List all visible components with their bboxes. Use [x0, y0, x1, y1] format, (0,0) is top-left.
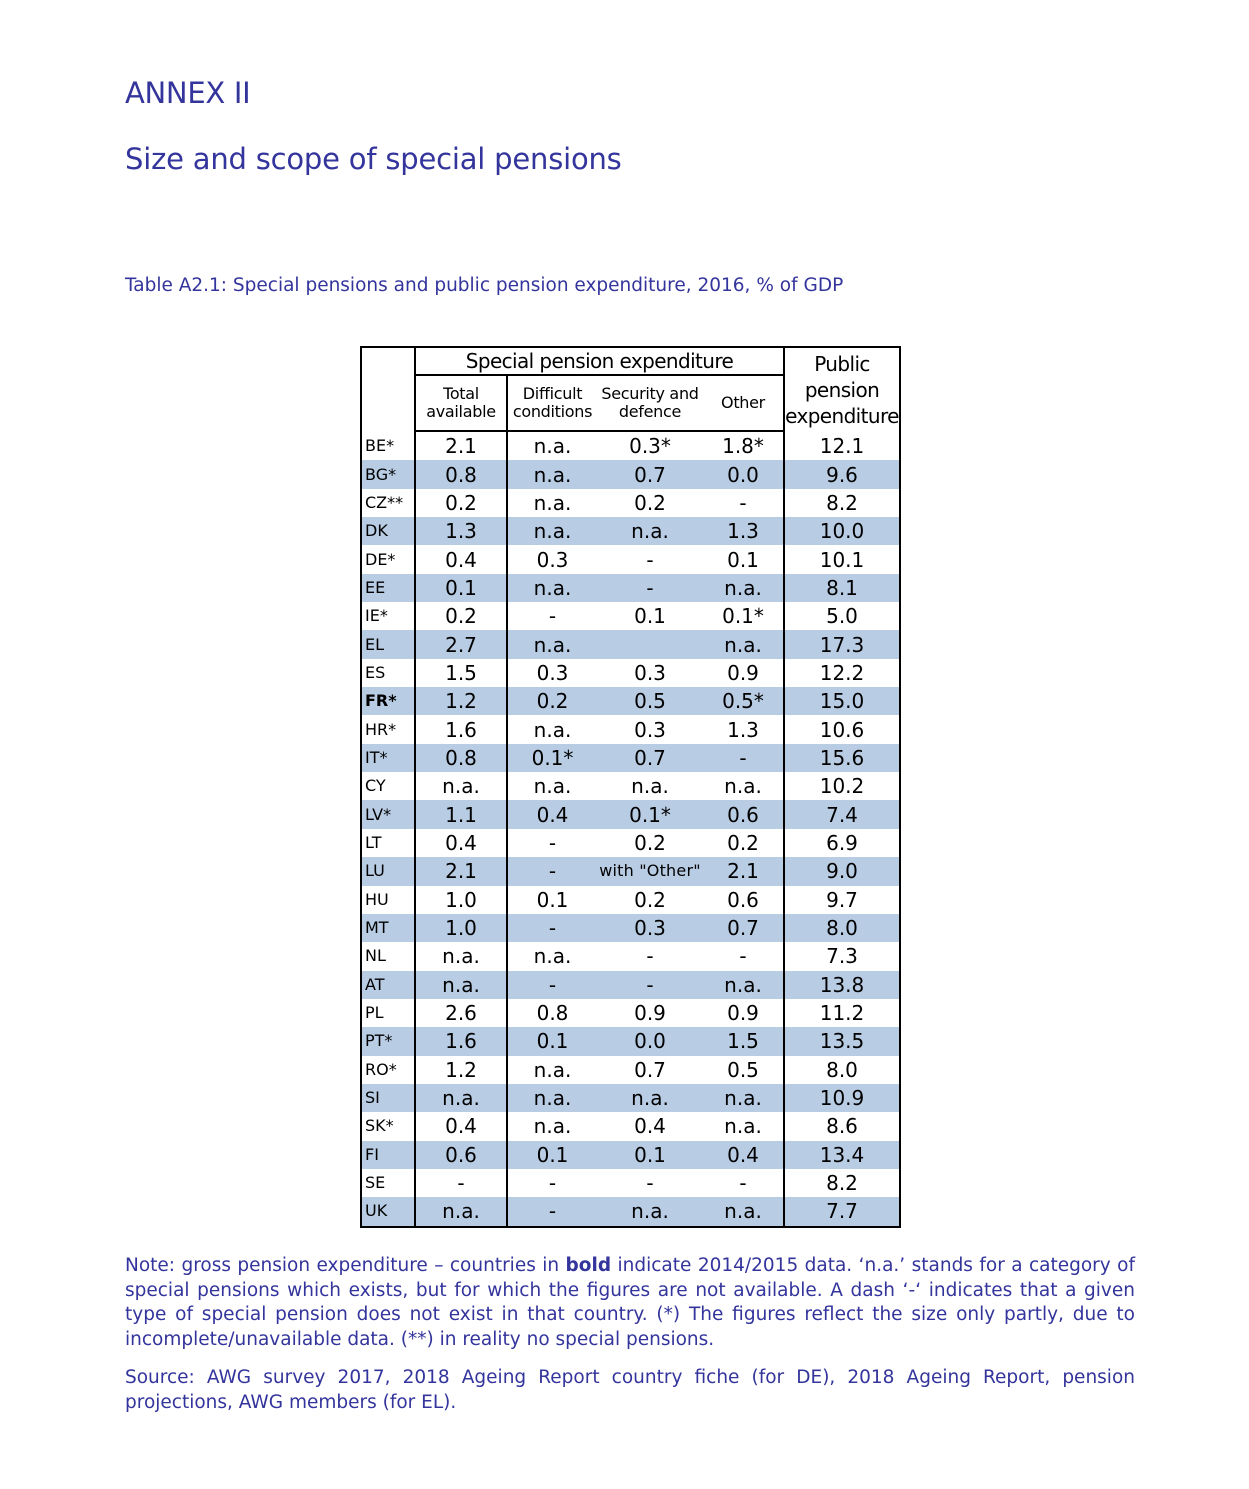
cell-other: 1.3 — [703, 517, 784, 545]
cell-security: 0.0 — [597, 1027, 703, 1055]
table-row — [361, 630, 900, 658]
cell-total: 0.4 — [415, 545, 507, 573]
cell-other: n.a. — [703, 1084, 784, 1112]
cell-security: with "Other" — [597, 857, 703, 885]
table-row — [361, 1056, 900, 1084]
table-note — [125, 1254, 1135, 1353]
table-body — [361, 431, 900, 1227]
cell-total: 2.1 — [415, 431, 507, 460]
table-row — [361, 914, 900, 942]
cell-country: SI — [361, 1084, 415, 1112]
cell-country: IT* — [361, 744, 415, 772]
cell-public: 8.0 — [784, 914, 900, 942]
cell-difficult: - — [548, 604, 557, 629]
cell-public: 8.2 — [784, 489, 900, 517]
cell-total: 0.8 — [415, 460, 507, 488]
cell-difficult: n.a. — [507, 460, 597, 488]
cell-other: 0.1* — [703, 602, 784, 630]
special-pensions-table — [360, 346, 901, 1228]
cell-other: - — [703, 942, 784, 970]
cell-total: 1.0 — [415, 914, 507, 942]
cell-country: IE* — [361, 602, 415, 630]
cell-difficult: 0.1* — [507, 744, 597, 772]
security-header-line1: Security and — [601, 384, 699, 404]
cell-total: 1.1 — [415, 800, 507, 828]
table-row — [361, 1141, 900, 1169]
cell-other: 0.0 — [703, 460, 784, 488]
cell-country: SK* — [361, 1112, 415, 1140]
cell-public: 5.0 — [784, 602, 900, 630]
cell-difficult: n.a. — [507, 574, 597, 602]
cell-security: 0.3 — [597, 914, 703, 942]
table-row — [361, 999, 900, 1027]
cell-other: n.a. — [703, 574, 784, 602]
public-pension-expenditure-header — [784, 347, 900, 431]
cell-public: 17.3 — [784, 630, 900, 658]
cell-public: 9.0 — [784, 857, 900, 885]
table-row — [361, 460, 900, 488]
cell-difficult: n.a. — [533, 774, 572, 799]
cell-other: n.a. — [703, 1112, 784, 1140]
table-row — [361, 857, 900, 885]
cell-other: n.a. — [703, 630, 784, 658]
cell-public: 13.8 — [784, 971, 900, 999]
cell-security: 0.5 — [597, 687, 703, 715]
cell-security: - — [646, 547, 654, 572]
cell-difficult: 0.1 — [507, 1027, 597, 1055]
cell-security: 0.7 — [597, 744, 703, 772]
cell-difficult: n.a. — [507, 1084, 597, 1112]
cell-security: 0.2 — [634, 830, 666, 855]
cell-public: 11.2 — [784, 999, 900, 1027]
cell-total: n.a. — [415, 1197, 507, 1226]
table-row — [361, 687, 900, 715]
cell-country: LT — [361, 829, 415, 857]
cell-other: 0.7 — [703, 914, 784, 942]
cell-total: 1.6 — [415, 1027, 507, 1055]
cell-total: n.a. — [415, 942, 507, 970]
table-row — [361, 659, 900, 687]
total-header-line1: Total — [443, 384, 479, 404]
cell-public: 13.5 — [784, 1027, 900, 1055]
cell-other: 1.8* — [703, 431, 784, 460]
cell-security: - — [646, 944, 654, 969]
cell-country: PL — [361, 999, 415, 1027]
cell-difficult: n.a. — [533, 1057, 572, 1082]
cell-total: 1.2 — [415, 1056, 507, 1084]
annex-label: ANNEX II — [125, 76, 251, 110]
cell-total: 2.6 — [415, 999, 507, 1027]
cell-other: 0.6 — [703, 886, 784, 914]
cell-other: 1.3 — [703, 715, 784, 743]
cell-country: FR* — [361, 687, 415, 715]
cell-difficult: n.a. — [533, 490, 572, 515]
table-row — [361, 517, 900, 545]
note-text-end: indicate 2014/2015 data. ‘n.a.’ stands for a category of special pensions which exists, but for which the figures are not available. A dash ‘-‘ indicates that a given type of special pension does not exist in that country. (*) The figures reflect the size only partly, due to incomplete/unavailable data. (**) in reality no special pensions. — [125, 1255, 1135, 1351]
cell-other: 0.5* — [703, 687, 784, 715]
cell-difficult: - — [507, 857, 597, 885]
cell-total: - — [415, 1169, 507, 1197]
table-row — [361, 489, 900, 517]
cell-total: 1.0 — [415, 886, 507, 914]
cell-public: 12.2 — [784, 659, 900, 687]
cell-country: ES — [361, 659, 415, 687]
table-row — [361, 829, 900, 857]
cell-public: 8.6 — [784, 1112, 900, 1140]
cell-public: 10.6 — [784, 715, 900, 743]
cell-country: LV* — [361, 800, 415, 828]
cell-difficult: - — [507, 1197, 597, 1226]
cell-security: 0.3 — [634, 660, 666, 685]
cell-security: 0.4 — [634, 1114, 666, 1139]
cell-other: 0.5 — [703, 1056, 784, 1084]
cell-public: 10.2 — [784, 772, 900, 800]
cell-security: 0.1 — [597, 1141, 703, 1169]
table-row — [361, 942, 900, 970]
cell-country: AT — [361, 971, 415, 999]
cell-difficult: n.a. — [507, 630, 597, 658]
cell-public: 8.0 — [784, 1056, 900, 1084]
cell-difficult: 0.1 — [507, 1141, 597, 1169]
table-row — [361, 1197, 900, 1226]
table-row — [361, 545, 900, 573]
cell-public: 15.6 — [784, 744, 900, 772]
cell-country: EL — [361, 630, 415, 658]
table-row — [361, 744, 900, 772]
cell-difficult: 0.3 — [536, 660, 569, 685]
cell-total: 0.1 — [415, 574, 507, 602]
cell-other: n.a. — [703, 772, 784, 800]
cell-security: 0.3 — [634, 717, 666, 742]
difficult-header-line1: Difficult — [522, 384, 583, 404]
cell-difficult: n.a. — [533, 944, 572, 969]
cell-security: 0.3* — [629, 434, 671, 459]
cell-total: n.a. — [415, 1084, 507, 1112]
cell-country: RO* — [361, 1056, 415, 1084]
cell-security: n.a. — [597, 1084, 703, 1112]
table-caption: Table A2.1: Special pensions and public pension expenditure, 2016, % of GDP — [125, 275, 844, 296]
public-header-line1: Public — [814, 351, 870, 376]
cell-public: 13.4 — [784, 1141, 900, 1169]
special-pension-expenditure-header: Special pension expenditure — [415, 347, 784, 375]
table-row — [361, 1112, 900, 1140]
cell-total: n.a. — [415, 772, 507, 800]
page-title: Size and scope of special pensions — [125, 142, 622, 176]
cell-total: 1.6 — [415, 715, 507, 743]
cell-total: 0.4 — [415, 1112, 507, 1140]
table-row — [361, 602, 900, 630]
cell-security: 0.7 — [597, 460, 703, 488]
cell-security: 0.2 — [634, 490, 666, 515]
cell-difficult: 0.2 — [507, 687, 597, 715]
cell-other: - — [703, 489, 784, 517]
cell-security: 0.7 — [634, 1057, 666, 1082]
table-row — [361, 431, 900, 460]
cell-country: CY — [361, 772, 415, 800]
total-available-header — [415, 375, 507, 431]
table-row — [361, 1084, 900, 1112]
cell-country: SE — [361, 1169, 415, 1197]
cell-difficult: n.a. — [533, 717, 572, 742]
table-row — [361, 1169, 900, 1197]
cell-public: 7.4 — [784, 800, 900, 828]
cell-difficult: 0.1 — [536, 887, 569, 912]
note-bold-word: bold — [565, 1255, 612, 1276]
cell-country: PT* — [361, 1027, 415, 1055]
cell-security: n.a. — [597, 517, 703, 545]
cell-security: n.a. — [631, 774, 669, 799]
cell-security: - — [597, 574, 703, 602]
cell-security: 0.1 — [634, 604, 666, 629]
cell-public: 10.1 — [784, 545, 900, 573]
table-row — [361, 886, 900, 914]
cell-difficult: 0.8 — [536, 1001, 569, 1026]
cell-difficult: 0.3 — [536, 547, 569, 572]
cell-country: EE — [361, 574, 415, 602]
cell-public: 8.2 — [784, 1169, 900, 1197]
cell-other: 0.4 — [703, 1141, 784, 1169]
cell-other: 0.6 — [703, 800, 784, 828]
cell-public: 15.0 — [784, 687, 900, 715]
cell-security: - — [597, 971, 703, 999]
cell-difficult: n.a. — [533, 1114, 572, 1139]
cell-public: 9.6 — [784, 460, 900, 488]
cell-total: 0.6 — [415, 1141, 507, 1169]
cell-other: 0.1 — [703, 545, 784, 573]
cell-other: - — [703, 744, 784, 772]
cell-country: HU — [361, 886, 415, 914]
cell-public: 9.7 — [784, 886, 900, 914]
note-text-start: Note: gross pension expenditure – countries in — [125, 1255, 566, 1276]
cell-country: CZ** — [361, 489, 415, 517]
cell-difficult: - — [548, 1171, 557, 1196]
public-header-line3: expenditure — [785, 403, 899, 428]
cell-other: n.a. — [703, 1197, 784, 1226]
public-header-line2: pension — [804, 377, 880, 402]
cell-country: LU — [361, 857, 415, 885]
cell-other: 1.5 — [703, 1027, 784, 1055]
cell-total: 1.3 — [415, 517, 507, 545]
total-header-line2: available — [426, 402, 496, 421]
cell-other: 0.9 — [703, 999, 784, 1027]
cell-total: 0.4 — [415, 829, 507, 857]
cell-security — [597, 630, 703, 658]
cell-country: MT — [361, 914, 415, 942]
table-row — [361, 971, 900, 999]
cell-difficult: n.a. — [507, 517, 597, 545]
country-header-cell — [361, 347, 415, 431]
cell-security: 0.1* — [597, 800, 703, 828]
cell-total: n.a. — [415, 971, 507, 999]
cell-country: DK — [361, 517, 415, 545]
table-row — [361, 715, 900, 743]
cell-total: 0.8 — [415, 744, 507, 772]
security-defence-header — [597, 375, 703, 431]
cell-security: n.a. — [597, 1197, 703, 1226]
cell-other: 0.2 — [703, 829, 784, 857]
difficult-conditions-header — [507, 375, 597, 431]
cell-public: 10.0 — [784, 517, 900, 545]
cell-country: NL — [361, 942, 415, 970]
cell-country: FI — [361, 1141, 415, 1169]
cell-total: 1.2 — [415, 687, 507, 715]
cell-public: 12.1 — [784, 431, 900, 460]
difficult-header-line2: conditions — [512, 402, 593, 421]
cell-public: 7.3 — [784, 942, 900, 970]
cell-difficult: 0.4 — [507, 800, 597, 828]
cell-total: 2.1 — [415, 857, 507, 885]
cell-total: 1.5 — [415, 659, 507, 687]
cell-total: 0.2 — [415, 602, 507, 630]
cell-other: 0.9 — [703, 659, 784, 687]
cell-public: 6.9 — [784, 829, 900, 857]
cell-country: BG* — [361, 460, 415, 488]
cell-country: HR* — [361, 715, 415, 743]
cell-country: UK — [361, 1197, 415, 1226]
cell-security: 0.2 — [634, 887, 666, 912]
cell-other: - — [703, 1169, 784, 1197]
cell-public: 7.7 — [784, 1197, 900, 1226]
cell-country: BE* — [361, 431, 415, 460]
cell-other: n.a. — [703, 971, 784, 999]
cell-other: 2.1 — [703, 857, 784, 885]
security-header-line2: defence — [618, 402, 682, 421]
cell-public: 10.9 — [784, 1084, 900, 1112]
table-source: Source: AWG survey 2017, 2018 Ageing Report country fiche (for DE), 2018 Ageing Report, pension projections, AWG members (for EL). — [125, 1367, 1135, 1413]
cell-difficult: - — [548, 830, 557, 855]
cell-public: 8.1 — [784, 574, 900, 602]
cell-total: 0.2 — [415, 489, 507, 517]
table-row — [361, 800, 900, 828]
other-header: Other — [703, 375, 784, 431]
cell-difficult: - — [507, 971, 597, 999]
cell-difficult: - — [507, 914, 597, 942]
cell-country: DE* — [361, 545, 415, 573]
cell-difficult: n.a. — [533, 434, 572, 459]
cell-total: 2.7 — [415, 630, 507, 658]
cell-security: 0.9 — [634, 1001, 666, 1026]
table-row — [361, 574, 900, 602]
table-row — [361, 1027, 900, 1055]
cell-security: - — [646, 1171, 654, 1196]
table-row — [361, 772, 900, 800]
